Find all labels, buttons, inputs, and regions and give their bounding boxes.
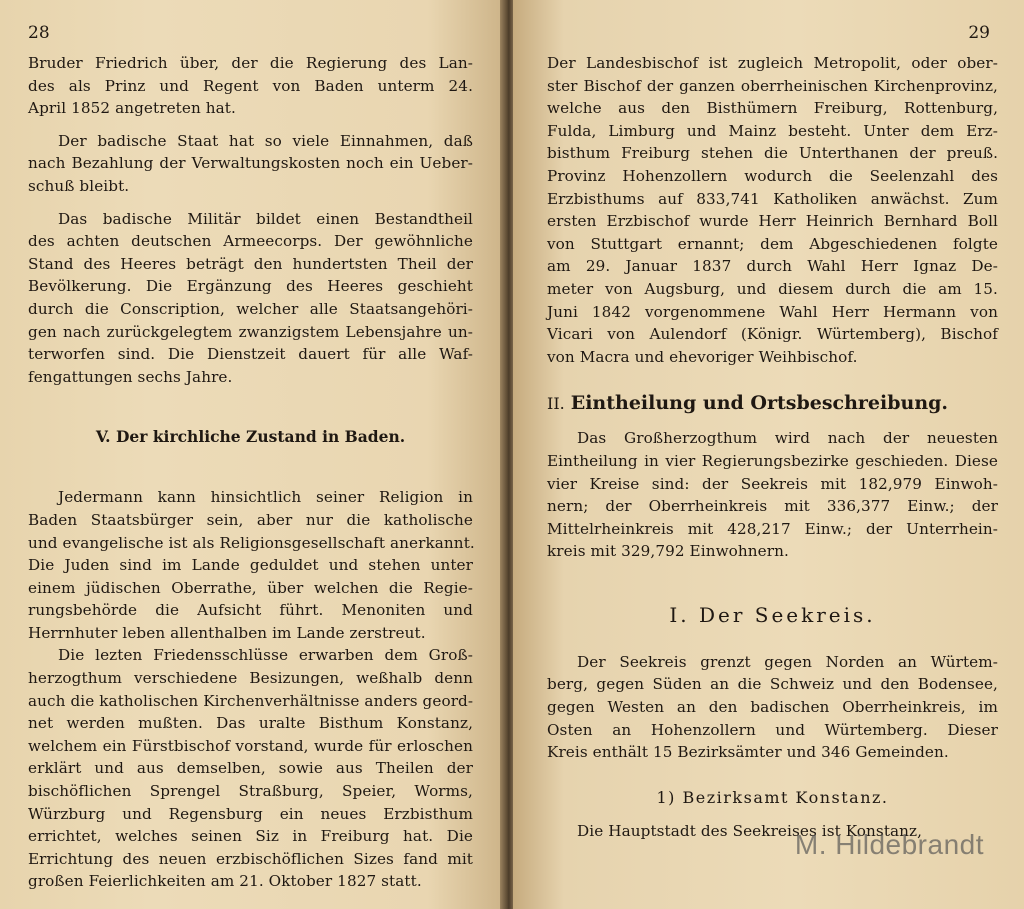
text-line: von Macra und ehevoriger Weihbischof. <box>547 347 858 366</box>
text-line: am 29. Januar 1837 durch Wahl Herr Ignaz De- <box>547 257 998 276</box>
page-number: 28 <box>28 23 50 43</box>
text-line: herzogthum verschiedene Besizungen, weßhalb denn <box>28 669 473 688</box>
paragraph <box>28 486 473 644</box>
text-line: ersten Erzbischof wurde Herr Heinrich Bernhard Boll <box>547 212 998 231</box>
text-line: Die Hauptstadt des Seekreises ist Konstanz, <box>577 821 923 840</box>
text-line: großen Feierlichkeiten am 21. Oktober 1827 statt. <box>28 872 422 891</box>
paragraph <box>28 208 473 389</box>
section-title-text: Eintheilung und Ortsbeschreibung. <box>570 392 949 415</box>
text-line: Bruder Friedrich über, der die Regierung des Lan- <box>28 54 473 72</box>
text-line: Würzburg und Regensburg ein neues Erzbisthum <box>28 804 473 823</box>
right-page <box>513 0 1024 909</box>
text-line: Juni 1842 vorgenommene Wahl Herr Hermann von <box>547 302 998 321</box>
paragraph <box>28 130 473 198</box>
text-line: bisthum Freiburg stehen die Unterthanen der preuß. <box>547 144 998 163</box>
text-line: berg, gegen Süden an die Schweiz und den Bodensee, <box>547 675 998 694</box>
text-line: Fulda, Limburg und Mainz besteht. Unter dem Erz- <box>547 121 998 140</box>
text-line: Erzbisthums auf 833,741 Katholiken anwächst. Zum <box>547 189 998 208</box>
section-title <box>547 390 998 417</box>
text-line: Der Landesbischof ist zugleich Metropolit, oder ober- <box>547 54 998 72</box>
district-heading: 1) Bezirksamt Konstanz. <box>656 787 889 807</box>
text-line: Kreis enthält 15 Bezirksämter und 346 Gemeinden. <box>547 743 949 762</box>
text-line: Das badische Militär bildet einen Bestandtheil <box>58 209 473 228</box>
text-line: Baden Staatsbürger sein, aber nur die katholische <box>28 510 473 529</box>
text-line: ster Bischof der ganzen oberrheinischen Kirchenprovinz, <box>547 76 998 95</box>
chapter-heading: V. Der kirchliche Zustand in Baden. <box>95 427 406 447</box>
page-number: 29 <box>968 23 990 43</box>
text-line: Das Großherzogthum wird nach der neuesten <box>577 429 998 448</box>
text-line: rungsbehörde die Aufsicht führt. Menoniten und <box>28 601 473 620</box>
text-line: Der badische Staat hat so viele Einnahmen, daß <box>58 131 473 150</box>
text-line: und evangelische ist als Religionsgesellschaft anerkannt. <box>28 533 475 552</box>
text-line: Bevölkerung. Die Ergänzung des Heeres geschieht <box>28 277 473 296</box>
text-line: kreis mit 329,792 Einwohnern. <box>547 542 789 561</box>
text-line: vier Kreise sind: der Seekreis mit 182,979 Einwoh- <box>547 474 998 493</box>
text-line: einem jüdischen Oberrathe, über welchen die Regie- <box>28 578 473 597</box>
text-line: des als Prinz und Regent von Baden unterm 24. <box>28 76 473 95</box>
paragraph <box>28 644 473 893</box>
paragraph <box>547 651 998 764</box>
text-line: net werden mußten. Das uralte Bisthum Konstanz, <box>28 714 473 733</box>
text-line: Vicari von Aulendorf (Königr. Würtemberg), Bischof <box>547 325 998 344</box>
paragraph <box>547 52 998 368</box>
text-line: April 1852 angetreten hat. <box>28 99 236 118</box>
text-line: fengattungen sechs Jahre. <box>28 367 233 386</box>
text-line: bischöflichen Sprengel Straßburg, Speier, Worms, <box>28 782 473 801</box>
text-line: Eintheilung in vier Regierungsbezirke geschieden. Diese <box>547 451 998 470</box>
text-line: gen nach zurückgelegtem zwanzigstem Lebensjahre un- <box>28 322 473 341</box>
text-line: gegen Westen an den badischen Oberrheinkreis, im <box>547 698 998 717</box>
text-line: von Stuttgart ernannt; dem Abgeschiedenen folgte <box>547 234 998 253</box>
text-line: Errichtung des neuen erzbischöflichen Sizes fand mit <box>28 849 473 868</box>
text-line: des achten deutschen Armeecorps. Der gewöhnliche <box>28 232 473 251</box>
text-line: Die Juden sind im Lande geduldet und stehen unter <box>28 556 473 575</box>
text-line: Jedermann kann hinsichtlich seiner Religion in <box>58 488 473 507</box>
text-line: Osten an Hohenzollern und Würtemberg. Dieser <box>547 720 998 739</box>
paragraph <box>547 427 998 563</box>
text-line: welchem ein Fürstbischof vorstand, wurde für erloschen <box>28 736 473 755</box>
section-number: II. <box>547 394 565 414</box>
paragraph <box>28 52 473 120</box>
text-line: erklärt und aus demselben, sowie aus Theilen der <box>28 759 473 778</box>
text-line: nach Bezahlung der Verwaltungskosten noch ein Ueber- <box>28 154 473 173</box>
text-line: Mittelrheinkreis mit 428,217 Einw.; der Unterrhein- <box>547 519 998 538</box>
text-line: auch die katholischen Kirchenverhältnisse anders geord- <box>28 691 474 710</box>
text-line: welche aus den Bisthümern Freiburg, Rottenburg, <box>547 99 998 118</box>
subsection-heading: I. Der Seekreis. <box>669 602 876 627</box>
left-page <box>0 0 503 909</box>
text-line: Herrnhuter leben allenthalben im Lande zerstreut. <box>28 623 426 642</box>
watermark: M. Hildebrandt <box>794 829 984 860</box>
text-line: nern; der Oberrheinkreis mit 336,377 Einw.; der <box>547 497 998 516</box>
text-line: durch die Conscription, welcher alle Staatsangehöri- <box>28 299 473 318</box>
text-line: Die lezten Friedensschlüsse erwarben dem Groß- <box>58 646 473 665</box>
text-line: terworfen sind. Die Dienstzeit dauert für alle Waf- <box>28 345 473 364</box>
text-line: Der Seekreis grenzt gegen Norden an Würtem- <box>577 652 998 671</box>
text-line: schuß bleibt. <box>28 176 130 195</box>
text-line: meter von Augsburg, und diesem durch die am 15. <box>547 279 998 298</box>
text-line: Provinz Hohenzollern wodurch die Seelenzahl des <box>547 166 998 185</box>
text-line: Stand des Heeres beträgt den hundertsten Theil der <box>28 254 473 273</box>
text-line: errichtet, welches seinen Siz in Freiburg hat. Die <box>28 827 473 846</box>
